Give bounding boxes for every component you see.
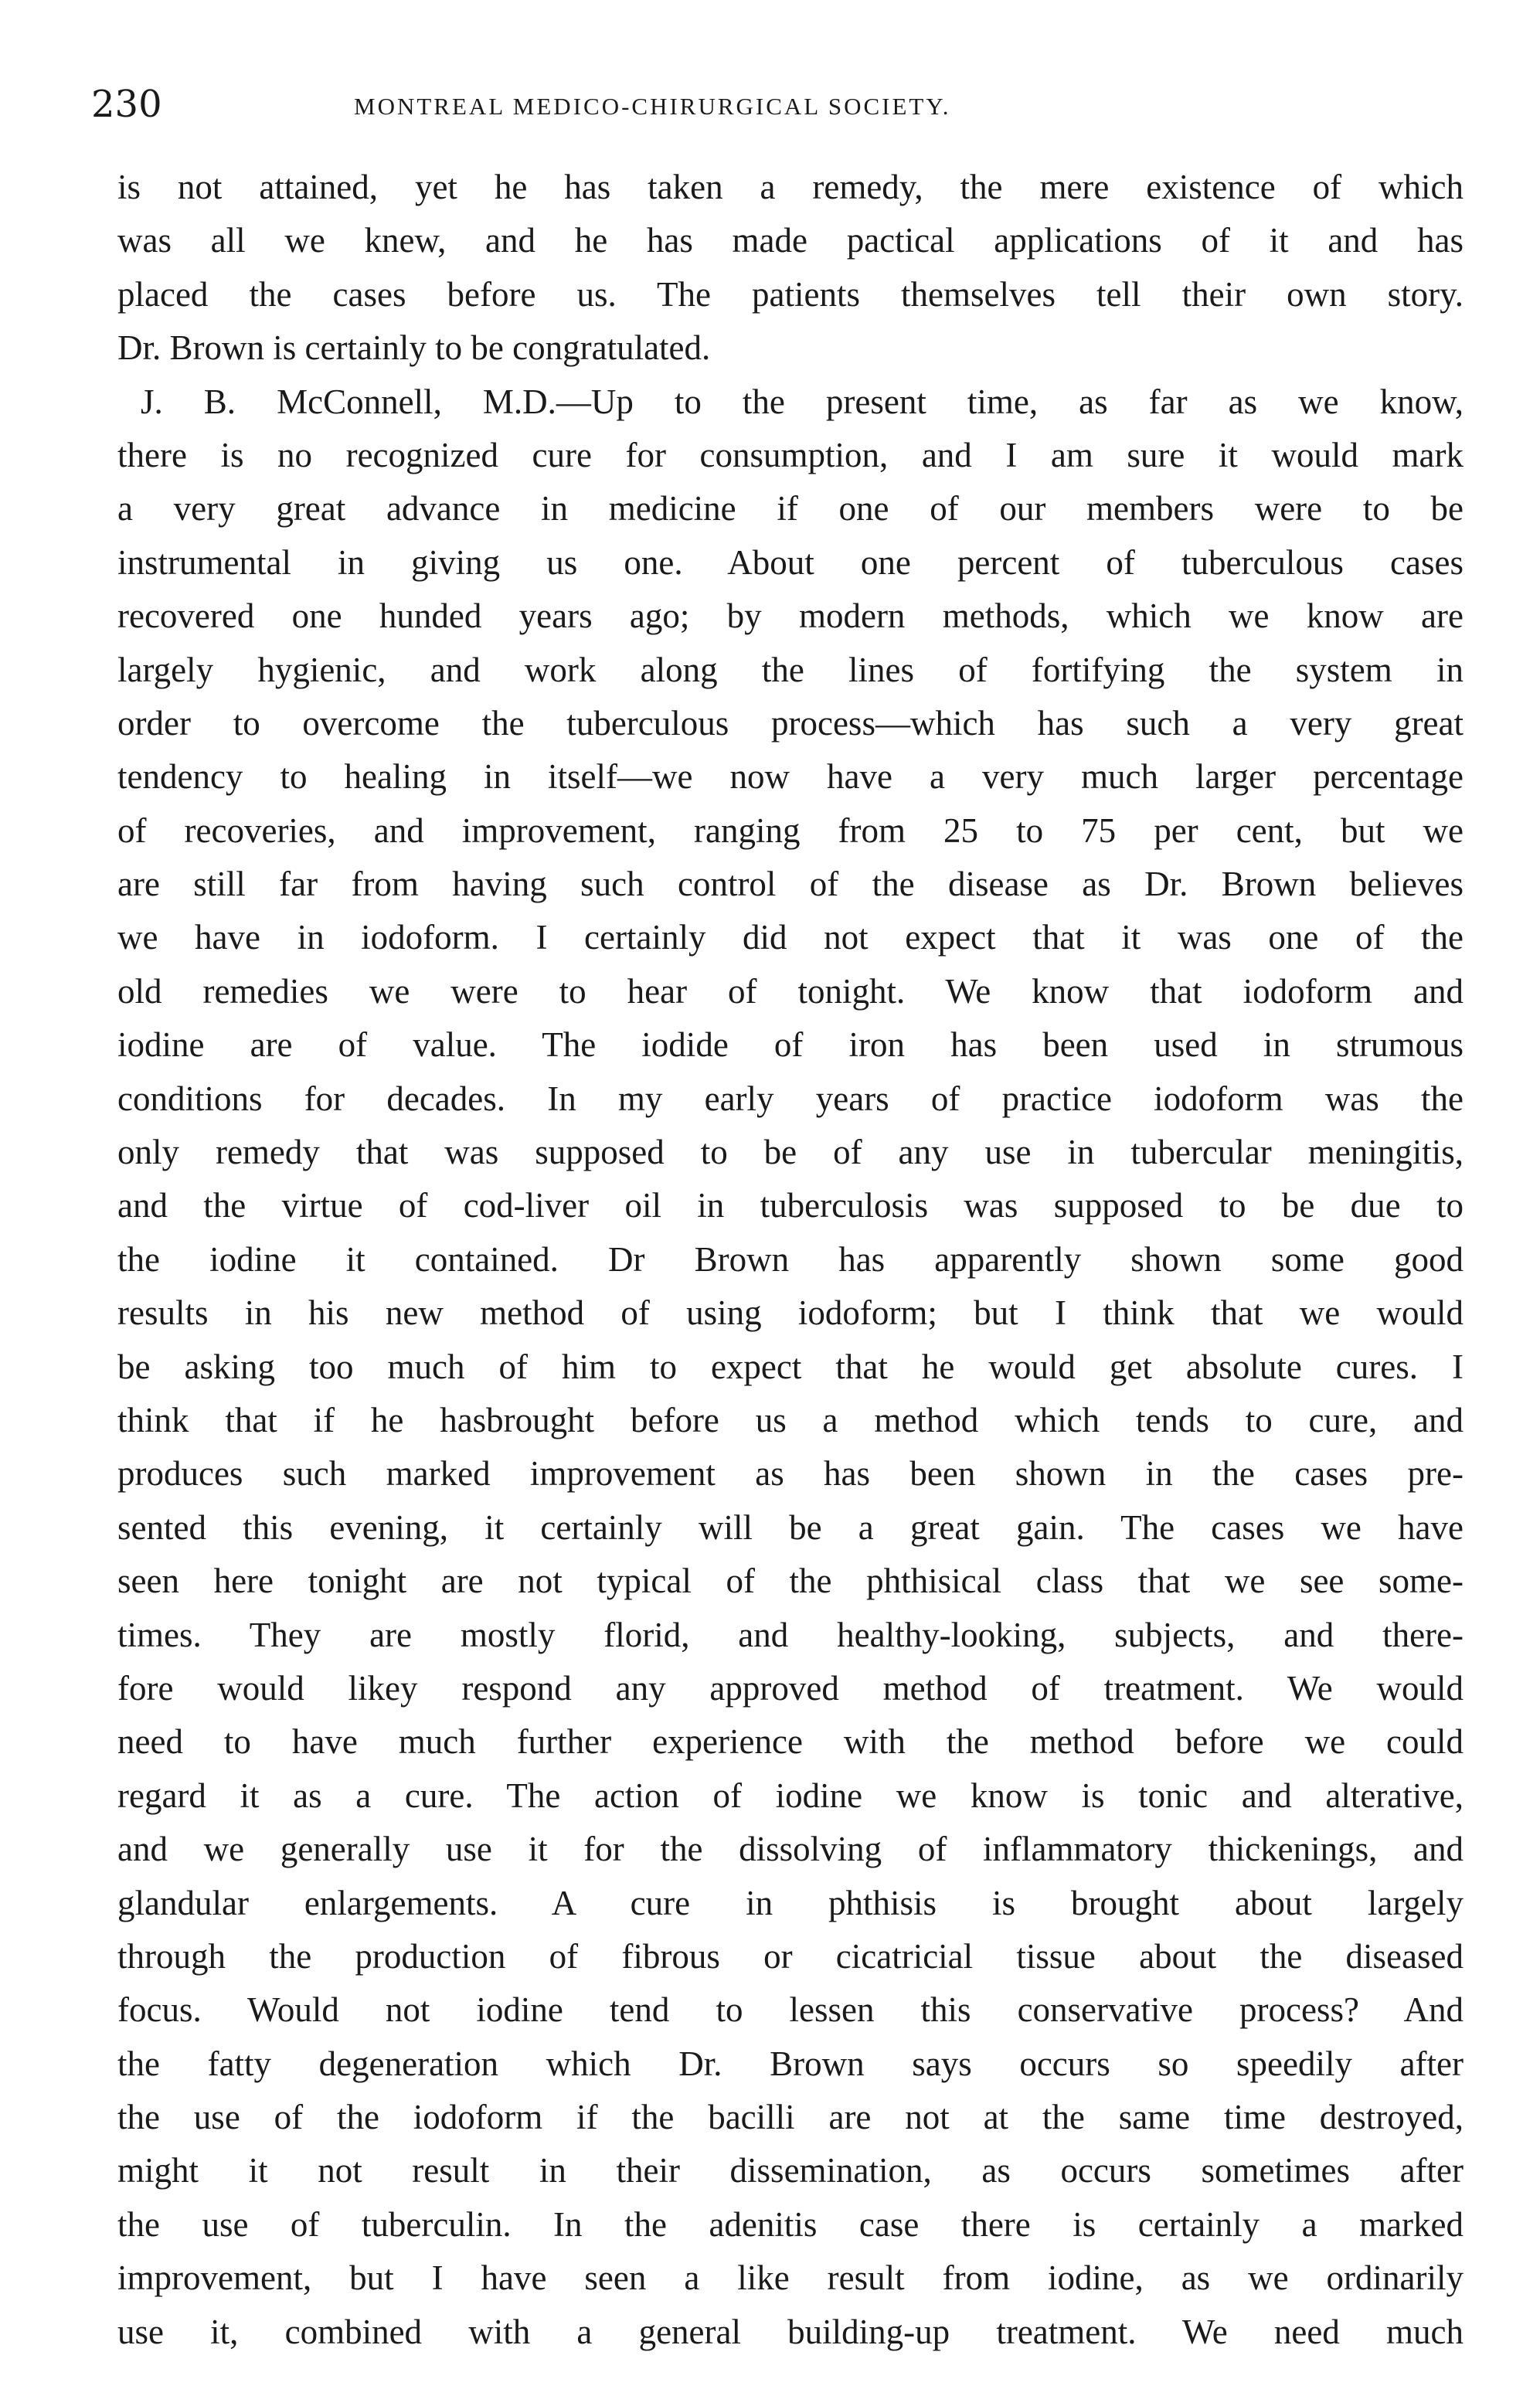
text-line: J. B. McConnell, M.D.—Up to the present time, as far as we know, [141, 382, 1464, 421]
text-line: sented this evening, it certainly will be a great gain. The cases we have [117, 1507, 1464, 1547]
text-line: and the virtue of cod-liver oil in tuberculosis was supposed to be due to [117, 1186, 1464, 1225]
text-line: largely hygienic, and work along the lines of fortifying the system in [117, 650, 1464, 689]
text-line: order to overcome the tuberculous process—which has such a very great [117, 703, 1464, 743]
text-line: improvement, but I have seen a like result from iodine, as we ordinarily [117, 2258, 1464, 2298]
text-line: iodine are of value. The iodide of iron has been used in strumous [117, 1025, 1464, 1065]
text-line: the iodine it contained. Dr Brown has apparently shown some good [117, 1239, 1464, 1279]
text-line: think that if he hasbrought before us a method which tends to cure, and [117, 1400, 1464, 1439]
text-line: might it not result in their dissemination, as occurs sometimes after [117, 2151, 1464, 2190]
text-line: times. They are mostly florid, and healthy-looking, subjects, and there- [117, 1615, 1464, 1654]
text-line: is not attained, yet he has taken a remedy, the mere existence of which [117, 168, 1464, 206]
text-line: we have in iodoform. I certainly did not expect that it was one of the [117, 918, 1464, 957]
text-line: the fatty degeneration which Dr. Brown says occurs so speedily after [117, 2044, 1464, 2083]
text-line: seen here tonight are not typical of the phthisical class that we see some- [117, 1562, 1464, 1601]
text-line: through the production of fibrous or cicatricial tissue about the diseased [117, 1936, 1464, 1976]
text-line: fore would likey respond any approved method of treatment. We would [117, 1668, 1464, 1708]
text-line: a very great advance in medicine if one of our members were to be [117, 489, 1464, 528]
text-line: be asking too much of him to expect that he would get absolute cures. I [117, 1347, 1464, 1386]
text-line: tendency to healing in itself—we now have a very much larger percentage [117, 757, 1464, 797]
text-line: old remedies we were to hear of tonight. We know that iodoform and [117, 971, 1464, 1011]
text-line: placed the cases before us. The patients themselves tell their own story. [117, 274, 1464, 314]
text-line: produces such marked improvement as has been shown in the cases pre- [117, 1454, 1464, 1494]
text-line: Dr. Brown is certainly to be congratulated. [117, 328, 711, 368]
page-number: 230 [91, 83, 162, 126]
text-line: the use of the iodoform if the bacilli are not at the same time destroyed, [117, 2098, 1464, 2137]
text-line: need to have much further experience with the method before we could [117, 1722, 1464, 1762]
text-line: recovered one hunded years ago; by modern methods, which we know are [117, 596, 1464, 636]
text-line: focus. Would not iodine tend to lessen this conservative process? And [117, 1990, 1464, 2030]
text-line: use it, combined with a general building-up treatment. We need much [117, 2312, 1464, 2351]
text-line: of recoveries, and improvement, ranging from 25 to 75 per cent, but we [117, 811, 1464, 850]
text-line: regard it as a cure. The action of iodine we know is tonic and alterative, [117, 1776, 1464, 1815]
body-text [117, 161, 1464, 2359]
text-line: only remedy that was supposed to be of any use in tubercular meningitis, [117, 1133, 1464, 1172]
running-head: MONTREAL MEDICO-CHIRURGICAL SOCIETY. [354, 93, 951, 120]
text-line: instrumental in giving us one. About one percent of tuberculous cases [117, 542, 1464, 582]
text-line: glandular enlargements. A cure in phthisis is brought about largely [117, 1883, 1464, 1922]
text-line: are still far from having such control of the disease as Dr. Brown believes [117, 865, 1464, 904]
text-line: there is no recognized cure for consumption, and I am sure it would mark [117, 435, 1464, 474]
page-header [91, 77, 1467, 131]
text-line: results in his new method of using iodoform; but I think that we would [117, 1293, 1464, 1333]
text-line: the use of tuberculin. In the adenitis case there is certainly a marked [117, 2204, 1464, 2244]
text-line: was all we knew, and he has made pactical applications of it and has [117, 221, 1464, 260]
text-line: and we generally use it for the dissolving of inflammatory thickenings, and [117, 1830, 1464, 1869]
text-line: conditions for decades. In my early years of practice iodoform was the [117, 1079, 1464, 1118]
